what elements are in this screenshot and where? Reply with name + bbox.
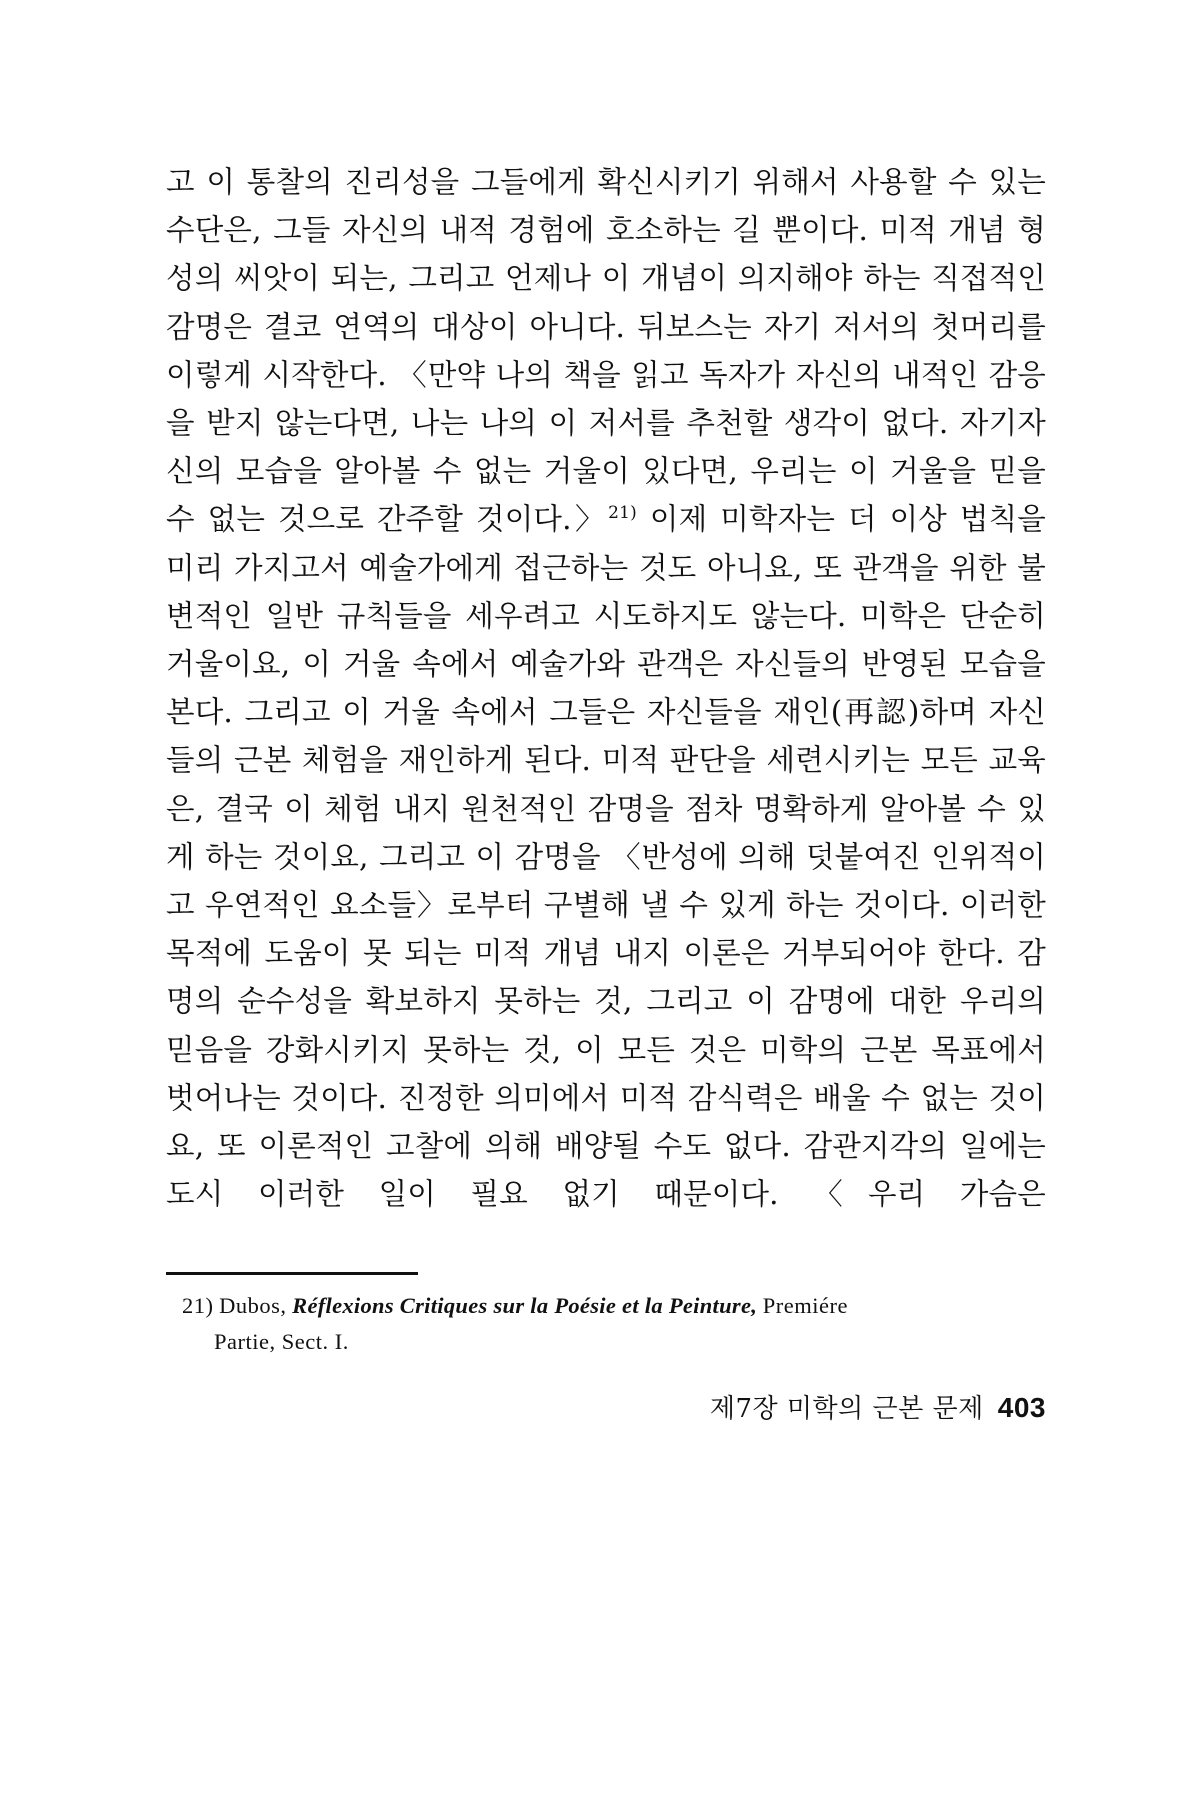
footnote-line-1 bbox=[166, 1288, 1046, 1324]
footnote-author: Dubos, bbox=[219, 1293, 287, 1318]
body-paragraph bbox=[166, 158, 1046, 1218]
body-paragraph-part-2: 이제 미학자는 더 이상 법칙을 미리 가지고서 예술가에게 접근하는 것도 아니요, 또 관객을 위한 불변적인 일반 규칙들을 세우려고 시도하지도 않는다. 미학은 단순히 거울이요, 이 거울 속에서 예술가와 관객은 자신들의 반영된 모습을 본다. 그리고 이 거울 속에서 그들은 자신들을 재인(再認)하며 자신들의 근본 체험을 재인하게 된다. 미적 판단을 세련시키는 모든 교육은, 결국 이 체험 내지 원천적인 감명을 점차 명확하게 알아볼 수 있게 하는 것이요, 그리고 이 감명을 〈반성에 의해 덧붙여진 인위적이고 우연적인 요소들〉로부터 구별해 낼 수 있게 하는 것이다. 이러한 목적에 도움이 못 되는 미적 개념 내지 이론은 거부되어야 한다. 감명의 순수성을 확보하지 못하는 것, 그리고 이 감명에 대한 우리의 믿음을 강화시키지 못하는 것, 이 모든 것은 미학의 근본 목표에서 벗어나는 것이다. 진정한 의미에서 미적 감식력은 배울 수 없는 것이요, 또 이론적인 고찰에 의해 배양될 수도 없다. 감관지각의 일에는 도시 이러한 일이 필요 없기 때문이다. 〈우리 가슴은 bbox=[166, 502, 1046, 1212]
body-paragraph-part-1: 고 이 통찰의 진리성을 그들에게 확신시키기 위해서 사용할 수 있는 수단은, 그들 자신의 내적 경험에 호소하는 길 뿐이다. 미적 개념 형성의 씨앗이 되는, 그리고 언제나 이 개념이 의지해야 하는 직접적인 감명은 결코 연역의 대상이 아니다. 뒤보스는 자기 저서의 첫머리를 이렇게 시작한다. 〈만약 나의 책을 읽고 독자가 자신의 내적인 감응을 받지 않는다면, 나는 나의 이 저서를 추천할 생각이 없다. 자기자신의 모습을 알아볼 수 없는 거울이 있다면, 우리는 이 거울을 믿을 수 없는 것으로 간주할 것이다.〉 bbox=[166, 165, 1046, 537]
page-footer bbox=[166, 1388, 1046, 1425]
footnote-marker: 21) bbox=[182, 1293, 214, 1318]
footnote-line-2 bbox=[166, 1324, 1046, 1360]
footnote-title: Réflexions Critiques sur la Poésie et la Peinture, bbox=[292, 1293, 758, 1318]
footnote-block bbox=[166, 1288, 1046, 1360]
page-number: 403 bbox=[997, 1392, 1046, 1423]
body-text-block bbox=[166, 158, 1046, 1218]
chapter-title: 제7장 미학의 근본 문제 bbox=[709, 1394, 984, 1424]
footnote-separator-rule bbox=[166, 1272, 418, 1275]
footnote-reference-marker[interactable]: 21) bbox=[608, 503, 637, 524]
footnote-tail-first: Premiére bbox=[762, 1293, 848, 1318]
footnote-tail-second: Partie, Sect. I. bbox=[214, 1329, 349, 1354]
